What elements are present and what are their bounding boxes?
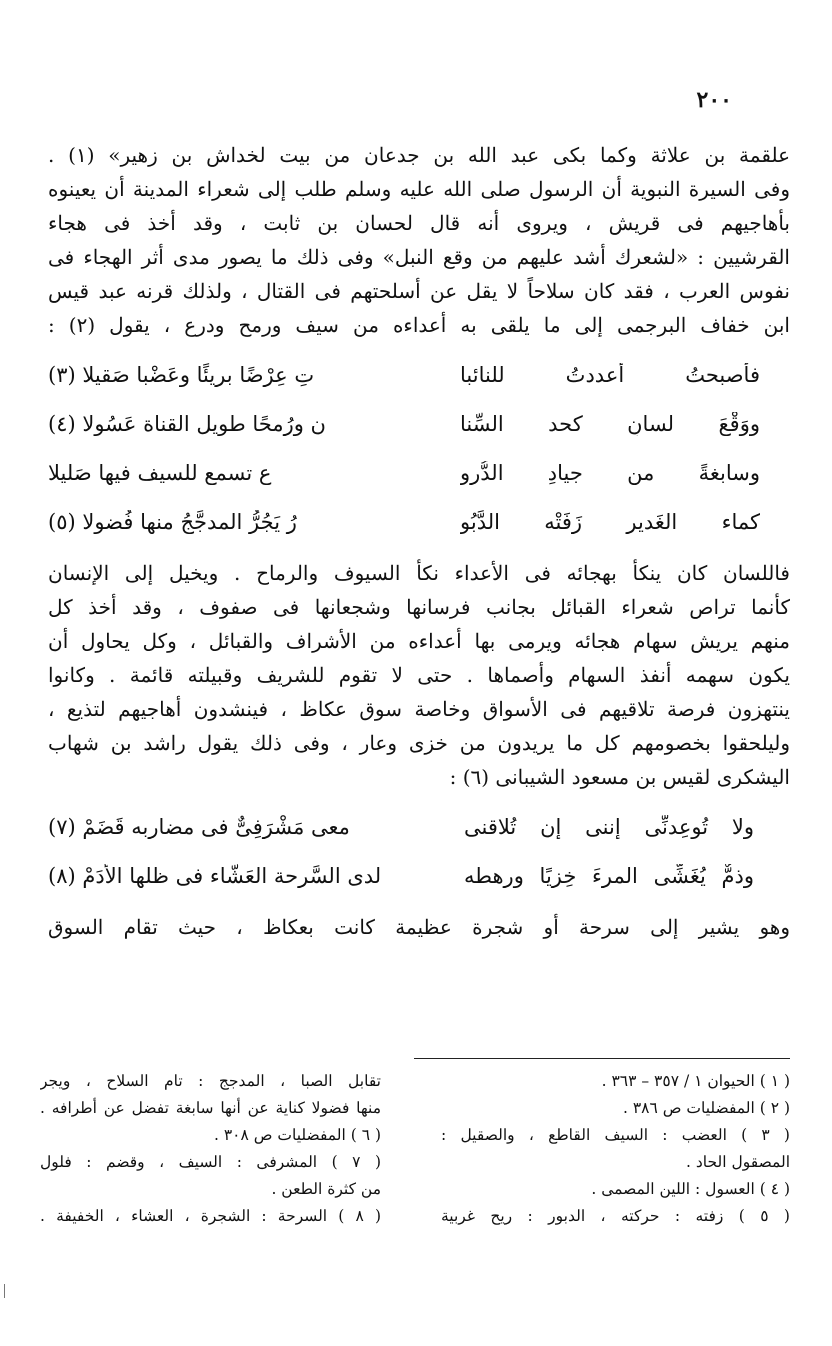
verse-first-hemistich: وذمٌّ يُغَشِّى المرءَ خِزيًا ورهطه bbox=[464, 863, 754, 888]
text-line: منهم يريش سهام هجائه ويرمى بها أعداءه من الأشراف والقبائل ، وكل يحاول أن bbox=[48, 629, 790, 653]
text-line: وفى السيرة النبوية أن الرسول صلى الله عليه وسلم طلب إلى شعراء المدينة أن يعينوه bbox=[48, 177, 790, 201]
verse-line bbox=[48, 497, 790, 546]
footnote-line: المصقول الحاد . bbox=[686, 1153, 790, 1171]
verse-second-hemistich: لدى السَّرحة العَشّاء فى ظلها الأَدَمْ (٨) bbox=[48, 863, 382, 888]
verse-line bbox=[48, 851, 790, 900]
text-line: علقمة بن علاثة وكما بكى عبد الله بن جدعان من بيت لخداش بن زهير» (١) . bbox=[48, 143, 790, 167]
text-line: وهو يشير إلى سرحة أو شجرة عظيمة كانت بعكاظ ، حيث تقام السوق bbox=[48, 915, 790, 939]
text-line: فاللسان كان ينكأ بهجائه فى الأعداء نكأ السيوف والرماح . ويخيل إلى الإنسان bbox=[48, 561, 790, 585]
verse-first-hemistich: كماء الغَدير زَفَتْه الدَّبُو bbox=[460, 509, 760, 534]
footnote-line: ( ٤ ) العسول : اللين المصمى . bbox=[591, 1180, 790, 1198]
main-text bbox=[48, 138, 790, 944]
footnote-line: منها فضولا كناية عن أنها سابغة تفضل عن أطرافه . bbox=[40, 1099, 381, 1117]
text-line: ابن خفاف البرجمى إلى ما يلقى به أعداءه من سيف ورمح ودرع ، يقول (٢) : bbox=[48, 313, 790, 337]
footnotes-left-column bbox=[40, 1068, 415, 1230]
footnote-separator bbox=[414, 1058, 790, 1059]
text-line: اليشكرى لقيس بن مسعود الشيبانى (٦) : bbox=[449, 765, 790, 789]
footnote-line: ( ٨ ) السرحة : الشجرة ، العشاء ، الخفيفة . bbox=[40, 1207, 381, 1225]
verse-second-hemistich: معى مَشْرَفِىٌّ فى مضاربه قَضَمْ (٧) bbox=[48, 814, 350, 839]
poem-rashid bbox=[48, 802, 790, 900]
verse-line bbox=[48, 802, 790, 851]
scan-edge-mark bbox=[4, 1284, 15, 1298]
verse-second-hemistich: تِ عِرْضًا بريئًا وعَضْبا صَقيلا (٣) bbox=[48, 362, 315, 387]
verse-line bbox=[48, 399, 790, 448]
poem-abd-qays bbox=[48, 350, 790, 546]
text-line: نفوس العرب ، فقد كان سلاحاً لا يقل عن أسلحتهم فى القتال ، ولذلك قرنه عبد قيس bbox=[48, 279, 790, 303]
verse-second-hemistich: نِ ورُمحًا طويل القناة عَسُولا (٤) bbox=[48, 411, 326, 436]
footnote-line: ( ٦ ) المفضليات ص ٣٠٨ . bbox=[213, 1126, 381, 1144]
footnote-line: ( ٧ ) المشرفى : السيف ، وقضم : فلول bbox=[40, 1153, 381, 1171]
paragraph-tongue bbox=[48, 556, 790, 794]
verse-line bbox=[48, 448, 790, 497]
text-line: كأنما تراص شعراء القبائل بجانب فرسانها وشجعانها فى صفوف ، وقد أخذ كل bbox=[48, 595, 790, 619]
text-line: القرشيين : «لشعرك أشد عليهم من وقع النبل» وفى ذلك ما يصور مدى أثر الهجاء فى bbox=[48, 245, 790, 269]
paragraph-sarha bbox=[48, 910, 790, 944]
verse-first-hemistich: وسابغةً من جيادِ الدُّرو bbox=[460, 460, 760, 485]
footnote-line: ( ٢ ) المفضليات ص ٣٨٦ . bbox=[622, 1099, 790, 1117]
text-line: وليلحقوا بخصومهم كل ما يريدون من خزى وعار ، وفى ذلك يقول راشد بن شهاب bbox=[48, 731, 790, 755]
text-line: ينتهزون فرصة تلاقيهم فى الأسواق وخاصة سوق عكاظ ، فينشدون أهاجيهم لتذيع ، bbox=[48, 697, 790, 721]
footnote-line: ( ٥ ) زفته : حركته ، الدبور : ريح غربية bbox=[441, 1207, 790, 1225]
verse-line bbox=[48, 350, 790, 399]
footnote-line: ( ١ ) الحيوان ١ / ٣٥٧ – ٣٦٣ . bbox=[601, 1072, 790, 1090]
verse-first-hemistich: ووَقْعَ لسانٍ كحد السِّنا bbox=[460, 411, 760, 436]
text-line: يكون سهمه أنفذ السهام وأصماها . حتى لا تقوم للشريف وقبيلته قائمة . وكانوا bbox=[48, 663, 790, 687]
paragraph-intro bbox=[48, 138, 790, 342]
footnotes-right-column bbox=[415, 1068, 790, 1230]
page-number: ٢٠٠ bbox=[696, 87, 732, 113]
footnote-line: ( ٣ ) العضب : السيف القاطع ، والصقيل : bbox=[441, 1126, 790, 1144]
verse-first-hemistich: ولا تُوعِدنِّى إننى إن تُلاقنى bbox=[464, 814, 754, 839]
footnotes bbox=[40, 1068, 790, 1230]
verse-second-hemistich: رُ يَجُرُّ المدجَّجُ منها فُضولا (٥) bbox=[48, 509, 297, 534]
text-line: بأهاجيهم فى قريش ، ويروى أنه قال لحسان بن ثابت ، وقد أخذ فى هجاء bbox=[48, 211, 790, 235]
footnote-line: من كثرة الطعن . bbox=[271, 1180, 381, 1198]
footnote-line: تقابل الصبا ، المدجج : تام السلاح ، ويجر bbox=[40, 1072, 381, 1090]
verse-second-hemistich: عِ تسمع للسيف فيها صَليلا bbox=[48, 460, 272, 485]
verse-first-hemistich: فأصبحتُ أعددتُ للنائبا bbox=[460, 362, 760, 387]
